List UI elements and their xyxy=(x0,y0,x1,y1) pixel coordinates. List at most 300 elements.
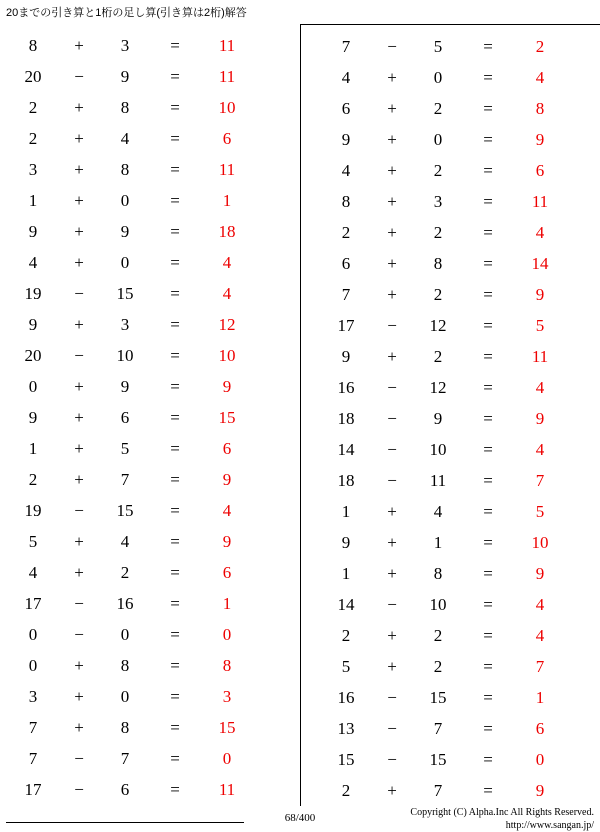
operator: + xyxy=(387,284,397,304)
problem-row xyxy=(10,681,300,712)
problem-row xyxy=(10,185,300,216)
problem-row xyxy=(10,216,300,247)
answer-value: 4 xyxy=(535,222,545,242)
operator: + xyxy=(74,35,84,55)
operator: + xyxy=(74,252,84,272)
operand-right: 0 xyxy=(120,190,130,210)
equals-sign: = xyxy=(170,438,180,458)
problem-row xyxy=(10,278,300,309)
operand-right: 0 xyxy=(120,686,130,706)
operand-right: 15 xyxy=(116,500,134,520)
operand-right: 4 xyxy=(120,128,130,148)
equals-sign: = xyxy=(483,718,493,738)
operand-left: 1 xyxy=(28,190,38,210)
problem-row xyxy=(10,712,300,743)
operand-left: 6 xyxy=(341,98,351,118)
problem-row xyxy=(323,310,600,341)
operand-right: 12 xyxy=(429,377,447,397)
problem-row xyxy=(323,651,600,682)
problem-row xyxy=(10,743,300,774)
equals-sign: = xyxy=(170,562,180,582)
answer-value: 9 xyxy=(535,408,545,428)
operand-left: 4 xyxy=(341,67,351,87)
problem-row xyxy=(323,341,600,372)
operand-right: 9 xyxy=(120,221,130,241)
problem-row xyxy=(323,620,600,651)
problem-row xyxy=(10,123,300,154)
operand-right: 3 xyxy=(120,35,130,55)
problem-row xyxy=(10,619,300,650)
operand-right: 8 xyxy=(433,563,443,583)
operator: − xyxy=(387,36,397,56)
operand-right: 12 xyxy=(429,315,447,335)
answer-value: 3 xyxy=(222,686,232,706)
operand-right: 6 xyxy=(120,779,130,799)
operator: + xyxy=(74,221,84,241)
equals-sign: = xyxy=(170,779,180,799)
operator: − xyxy=(387,377,397,397)
problem-row xyxy=(323,62,600,93)
footer-rule xyxy=(6,822,244,823)
operand-right: 9 xyxy=(120,376,130,396)
equals-sign: = xyxy=(170,407,180,427)
equals-sign: = xyxy=(170,283,180,303)
problem-row xyxy=(323,775,600,806)
answer-value: 11 xyxy=(218,159,236,179)
operand-right: 2 xyxy=(433,284,443,304)
problem-row xyxy=(323,713,600,744)
operand-left: 16 xyxy=(337,687,355,707)
problem-row xyxy=(323,124,600,155)
operand-right: 0 xyxy=(433,67,443,87)
problem-row xyxy=(10,650,300,681)
operand-right: 15 xyxy=(429,749,447,769)
answer-value: 9 xyxy=(222,531,232,551)
equals-sign: = xyxy=(170,686,180,706)
operator: + xyxy=(74,376,84,396)
answer-value: 11 xyxy=(218,35,236,55)
operand-left: 4 xyxy=(28,562,38,582)
operand-left: 16 xyxy=(337,377,355,397)
operand-left: 17 xyxy=(337,315,355,335)
equals-sign: = xyxy=(170,35,180,55)
operand-left: 15 xyxy=(337,749,355,769)
operand-right: 7 xyxy=(433,718,443,738)
problem-row xyxy=(10,61,300,92)
operand-right: 7 xyxy=(120,748,130,768)
operand-left: 3 xyxy=(28,159,38,179)
problem-row xyxy=(10,402,300,433)
operand-right: 0 xyxy=(120,252,130,272)
operand-right: 2 xyxy=(433,222,443,242)
operator: + xyxy=(387,222,397,242)
operator: + xyxy=(387,160,397,180)
equals-sign: = xyxy=(170,97,180,117)
answer-value: 4 xyxy=(535,625,545,645)
equals-sign: = xyxy=(483,160,493,180)
operand-left: 9 xyxy=(341,532,351,552)
equals-sign: = xyxy=(170,221,180,241)
operator: + xyxy=(387,67,397,87)
problem-row xyxy=(323,217,600,248)
equals-sign: = xyxy=(170,159,180,179)
equals-sign: = xyxy=(483,67,493,87)
problem-row xyxy=(10,309,300,340)
copyright-line-1: Copyright (C) Alpha.Inc All Rights Reserved. xyxy=(410,807,594,818)
operator: + xyxy=(387,253,397,273)
answer-value: 0 xyxy=(222,624,232,644)
equals-sign: = xyxy=(483,191,493,211)
answer-value: 1 xyxy=(535,687,545,707)
equals-sign: = xyxy=(170,531,180,551)
equals-sign: = xyxy=(483,36,493,56)
answer-value: 11 xyxy=(531,346,549,366)
problem-column-left xyxy=(0,24,300,806)
problem-row xyxy=(323,372,600,403)
operand-right: 4 xyxy=(433,501,443,521)
operand-right: 11 xyxy=(429,470,447,490)
operand-right: 7 xyxy=(433,780,443,800)
answer-value: 1 xyxy=(222,190,232,210)
equals-sign: = xyxy=(483,98,493,118)
operand-left: 14 xyxy=(337,594,355,614)
answer-value: 1 xyxy=(222,593,232,613)
operator: + xyxy=(74,190,84,210)
equals-sign: = xyxy=(483,687,493,707)
answer-value: 12 xyxy=(218,314,236,334)
operator: − xyxy=(387,687,397,707)
answer-value: 14 xyxy=(531,253,549,273)
equals-sign: = xyxy=(483,656,493,676)
operator: + xyxy=(387,501,397,521)
operand-right: 4 xyxy=(120,531,130,551)
answer-value: 7 xyxy=(535,470,545,490)
operator: − xyxy=(387,408,397,428)
operator: + xyxy=(387,191,397,211)
answer-value: 4 xyxy=(222,500,232,520)
operand-right: 0 xyxy=(120,624,130,644)
answer-value: 0 xyxy=(222,748,232,768)
operand-left: 20 xyxy=(24,345,42,365)
operator: + xyxy=(74,407,84,427)
answer-value: 4 xyxy=(535,67,545,87)
equals-sign: = xyxy=(483,749,493,769)
answer-value: 9 xyxy=(222,376,232,396)
equals-sign: = xyxy=(170,655,180,675)
answer-value: 10 xyxy=(531,532,549,552)
problem-row xyxy=(10,30,300,61)
operand-right: 0 xyxy=(433,129,443,149)
operator: − xyxy=(74,283,84,303)
operator: + xyxy=(387,129,397,149)
problem-row xyxy=(323,186,600,217)
problem-row xyxy=(10,464,300,495)
operand-left: 4 xyxy=(28,252,38,272)
operator: + xyxy=(74,531,84,551)
problem-row xyxy=(323,558,600,589)
operator: − xyxy=(387,749,397,769)
problem-row xyxy=(10,495,300,526)
operand-right: 15 xyxy=(116,283,134,303)
operator: − xyxy=(74,779,84,799)
operator: − xyxy=(387,439,397,459)
operand-left: 5 xyxy=(341,656,351,676)
problem-row xyxy=(10,154,300,185)
operand-left: 2 xyxy=(341,780,351,800)
operand-left: 2 xyxy=(341,625,351,645)
equals-sign: = xyxy=(483,315,493,335)
operator: − xyxy=(74,624,84,644)
answer-value: 9 xyxy=(535,284,545,304)
operator: − xyxy=(387,718,397,738)
problem-row xyxy=(323,744,600,775)
equals-sign: = xyxy=(170,252,180,272)
problem-row xyxy=(323,155,600,186)
page-number: 68/400 xyxy=(284,812,316,824)
answer-value: 11 xyxy=(218,779,236,799)
problem-row xyxy=(10,340,300,371)
answer-value: 9 xyxy=(535,129,545,149)
operand-right: 3 xyxy=(120,314,130,334)
operator: − xyxy=(74,345,84,365)
problem-row xyxy=(10,433,300,464)
operand-right: 8 xyxy=(433,253,443,273)
answer-value: 6 xyxy=(222,128,232,148)
equals-sign: = xyxy=(483,346,493,366)
answer-value: 8 xyxy=(222,655,232,675)
equals-sign: = xyxy=(483,284,493,304)
operand-right: 16 xyxy=(116,593,134,613)
operand-right: 8 xyxy=(120,655,130,675)
operand-right: 10 xyxy=(429,439,447,459)
operand-left: 5 xyxy=(28,531,38,551)
page-title: 20までの引き算と1桁の足し算(引き算は2桁)解答 xyxy=(6,7,247,19)
operator: + xyxy=(74,717,84,737)
operator: + xyxy=(74,438,84,458)
problem-row xyxy=(323,682,600,713)
operator: + xyxy=(74,686,84,706)
operand-left: 7 xyxy=(28,748,38,768)
answer-value: 4 xyxy=(222,252,232,272)
copyright xyxy=(410,806,594,832)
answer-value: 4 xyxy=(535,377,545,397)
operand-left: 0 xyxy=(28,376,38,396)
problem-row xyxy=(10,247,300,278)
operand-left: 9 xyxy=(28,407,38,427)
operator: + xyxy=(74,655,84,675)
problem-row xyxy=(10,588,300,619)
operator: − xyxy=(74,500,84,520)
operator: + xyxy=(387,532,397,552)
operand-left: 9 xyxy=(341,129,351,149)
answer-value: 6 xyxy=(222,562,232,582)
operand-right: 6 xyxy=(120,407,130,427)
equals-sign: = xyxy=(170,593,180,613)
answer-value: 6 xyxy=(535,718,545,738)
operand-left: 9 xyxy=(28,221,38,241)
equals-sign: = xyxy=(483,129,493,149)
problem-row xyxy=(323,279,600,310)
problem-row xyxy=(323,248,600,279)
operand-right: 2 xyxy=(433,98,443,118)
equals-sign: = xyxy=(483,439,493,459)
operand-left: 13 xyxy=(337,718,355,738)
operand-right: 5 xyxy=(120,438,130,458)
answer-value: 2 xyxy=(535,36,545,56)
operand-left: 1 xyxy=(341,501,351,521)
equals-sign: = xyxy=(483,501,493,521)
answer-value: 8 xyxy=(535,98,545,118)
operand-right: 15 xyxy=(429,687,447,707)
problem-row xyxy=(10,371,300,402)
equals-sign: = xyxy=(170,345,180,365)
operator: + xyxy=(387,656,397,676)
operand-left: 1 xyxy=(28,438,38,458)
answer-value: 0 xyxy=(535,749,545,769)
operand-left: 2 xyxy=(341,222,351,242)
operand-right: 2 xyxy=(433,160,443,180)
equals-sign: = xyxy=(170,190,180,210)
operand-right: 7 xyxy=(120,469,130,489)
answer-value: 5 xyxy=(535,315,545,335)
operand-left: 0 xyxy=(28,624,38,644)
answer-value: 11 xyxy=(218,66,236,86)
problem-row xyxy=(323,434,600,465)
problem-row xyxy=(323,465,600,496)
operand-left: 8 xyxy=(28,35,38,55)
answer-value: 11 xyxy=(531,191,549,211)
equals-sign: = xyxy=(170,717,180,737)
problem-row xyxy=(323,403,600,434)
equals-sign: = xyxy=(483,377,493,397)
answer-value: 4 xyxy=(535,594,545,614)
operand-left: 18 xyxy=(337,470,355,490)
operand-left: 17 xyxy=(24,593,42,613)
operand-left: 9 xyxy=(341,346,351,366)
operand-left: 0 xyxy=(28,655,38,675)
operator: − xyxy=(387,315,397,335)
operand-right: 2 xyxy=(120,562,130,582)
problem-row xyxy=(10,557,300,588)
equals-sign: = xyxy=(170,376,180,396)
answer-value: 15 xyxy=(218,717,236,737)
equals-sign: = xyxy=(170,469,180,489)
answer-value: 7 xyxy=(535,656,545,676)
problem-column-right-inner xyxy=(301,24,600,806)
operand-right: 2 xyxy=(433,625,443,645)
equals-sign: = xyxy=(483,594,493,614)
operator: − xyxy=(74,593,84,613)
operand-left: 7 xyxy=(28,717,38,737)
problem-row xyxy=(323,496,600,527)
operand-right: 9 xyxy=(120,66,130,86)
equals-sign: = xyxy=(483,222,493,242)
operand-right: 2 xyxy=(433,656,443,676)
operand-left: 7 xyxy=(341,284,351,304)
operand-right: 3 xyxy=(433,191,443,211)
operator: + xyxy=(387,625,397,645)
problem-row xyxy=(323,589,600,620)
operand-left: 2 xyxy=(28,97,38,117)
equals-sign: = xyxy=(483,408,493,428)
problem-row xyxy=(323,527,600,558)
equals-sign: = xyxy=(170,624,180,644)
operand-left: 19 xyxy=(24,283,42,303)
equals-sign: = xyxy=(170,66,180,86)
answer-value: 10 xyxy=(218,97,236,117)
operator: + xyxy=(387,346,397,366)
operand-right: 9 xyxy=(433,408,443,428)
operand-left: 6 xyxy=(341,253,351,273)
operator: − xyxy=(74,748,84,768)
operand-right: 10 xyxy=(116,345,134,365)
operand-right: 8 xyxy=(120,97,130,117)
operator: + xyxy=(74,97,84,117)
answer-value: 9 xyxy=(535,780,545,800)
equals-sign: = xyxy=(483,780,493,800)
operator: − xyxy=(74,66,84,86)
answer-value: 5 xyxy=(535,501,545,521)
operator: + xyxy=(74,128,84,148)
operand-left: 9 xyxy=(28,314,38,334)
operand-left: 1 xyxy=(341,563,351,583)
answer-value: 18 xyxy=(218,221,236,241)
operand-right: 1 xyxy=(433,532,443,552)
answer-value: 9 xyxy=(535,563,545,583)
operator: − xyxy=(387,470,397,490)
operator: + xyxy=(74,469,84,489)
equals-sign: = xyxy=(170,748,180,768)
equals-sign: = xyxy=(170,500,180,520)
operator: + xyxy=(387,563,397,583)
operand-left: 14 xyxy=(337,439,355,459)
operand-left: 17 xyxy=(24,779,42,799)
answer-value: 15 xyxy=(218,407,236,427)
answer-value: 9 xyxy=(222,469,232,489)
operand-right: 10 xyxy=(429,594,447,614)
equals-sign: = xyxy=(483,563,493,583)
operand-right: 8 xyxy=(120,717,130,737)
operand-left: 19 xyxy=(24,500,42,520)
operand-left: 2 xyxy=(28,128,38,148)
operand-right: 2 xyxy=(433,346,443,366)
operand-left: 7 xyxy=(341,36,351,56)
operator: + xyxy=(387,780,397,800)
answer-value: 6 xyxy=(535,160,545,180)
operand-left: 8 xyxy=(341,191,351,211)
problem-row xyxy=(10,774,300,805)
answer-value: 6 xyxy=(222,438,232,458)
answer-value: 4 xyxy=(535,439,545,459)
operator: + xyxy=(387,98,397,118)
answer-value: 10 xyxy=(218,345,236,365)
operator: + xyxy=(74,159,84,179)
problem-row xyxy=(323,31,600,62)
equals-sign: = xyxy=(483,532,493,552)
equals-sign: = xyxy=(170,314,180,334)
operand-right: 8 xyxy=(120,159,130,179)
operand-left: 3 xyxy=(28,686,38,706)
operator: − xyxy=(387,594,397,614)
equals-sign: = xyxy=(483,253,493,273)
copyright-line-2: http://www.sangan.jp/ xyxy=(505,820,594,831)
problem-column-right xyxy=(300,24,600,806)
operand-left: 20 xyxy=(24,66,42,86)
operand-left: 4 xyxy=(341,160,351,180)
operand-right: 5 xyxy=(433,36,443,56)
answer-value: 4 xyxy=(222,283,232,303)
equals-sign: = xyxy=(483,625,493,645)
